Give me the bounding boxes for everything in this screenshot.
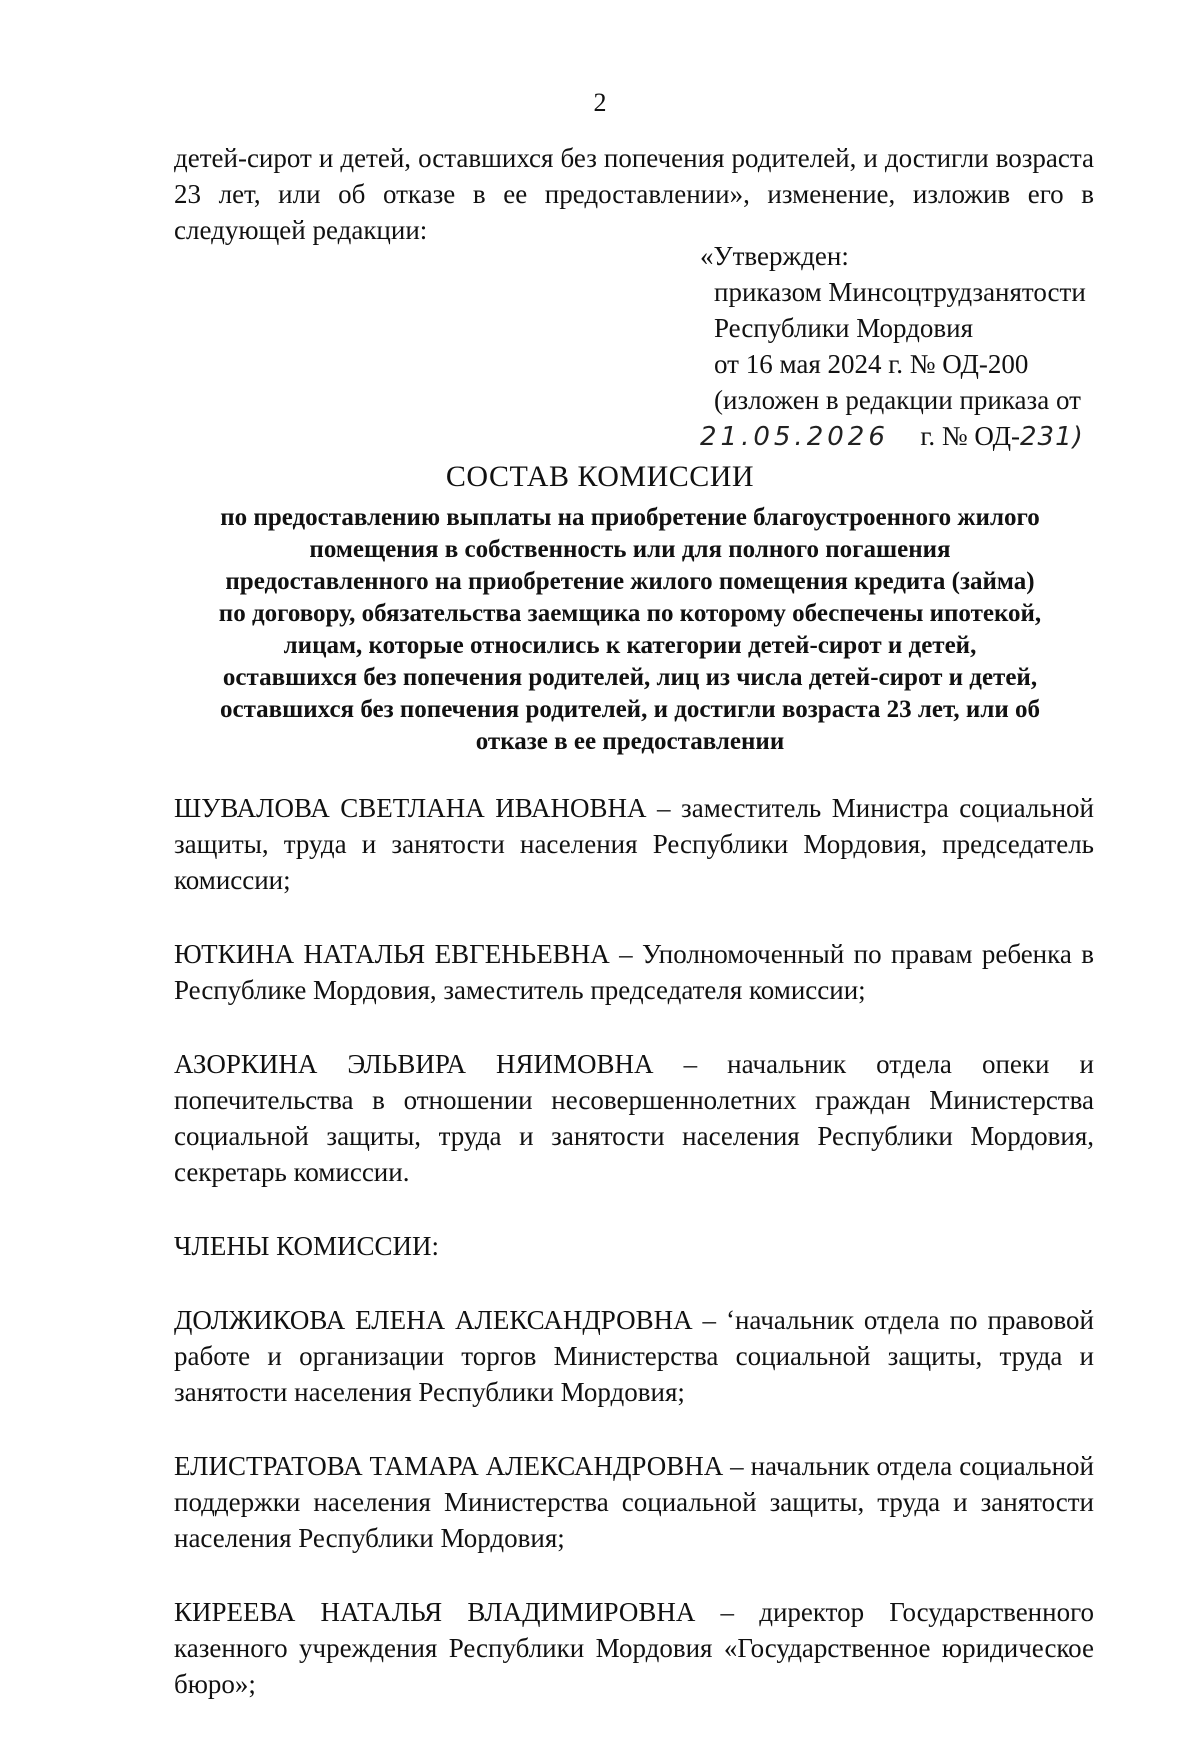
subtitle-line: лицам, которые относились к категории детей-сирот и детей, <box>283 632 977 659</box>
subtitle-line: помещения в собственность или для полного погашения <box>309 536 951 563</box>
intro-paragraph: детей-сирот и детей, оставшихся без попечения родителей, и достигли возраста 23 лет, или об отказе в ее предоставлении», изменение, изложив его в следующей редакции: <box>174 143 1094 245</box>
approval-handwritten-line <box>700 418 1120 455</box>
commission-subtitle <box>150 502 1110 758</box>
handwritten-date: 21.05.2026 <box>700 422 889 452</box>
subtitle-line: по предоставлению выплаты на приобретение благоустроенного жилого <box>220 504 1040 531</box>
commission-title: СОСТАВ КОМИССИИ <box>445 460 755 493</box>
approval-order-line: приказом Минсоцтрудзанятости <box>714 277 1086 307</box>
commission-composition <box>174 790 1094 1740</box>
approval-republic-line: Республики Мордовия <box>714 313 974 343</box>
commission-deputy-chair: ЮТКИНА НАТАЛЬЯ ЕВГЕНЬЕВНА – Уполномоченный по правам ребенка в Республике Мордовия, заместитель председателя комиссии; <box>174 939 1094 1005</box>
subtitle-line: отказе в ее предоставлении <box>475 728 785 755</box>
commission-member: ДОЛЖИКОВА ЕЛЕНА АЛЕКСАНДРОВНА – ‘начальник отдела по правовой работе и организации торгов Министерства социальной защиты, труда и занятости населения Республики Мордовия; <box>174 1305 1094 1407</box>
commission-chair: ШУВАЛОВА СВЕТЛАНА ИВАНОВНА – заместитель Министра социальной защиты, труда и занятости населения Республики Мордовия, председатель комиссии; <box>174 793 1094 895</box>
approval-stamp-block <box>700 238 1120 455</box>
approval-heading: «Утвержден: <box>700 241 849 271</box>
commission-member: КИРЕЕВА НАТАЛЬЯ ВЛАДИМИРОВНА – директор Государственного казенного учреждения Республики Мордовия «Государственное юридическое бюро»; <box>174 1597 1094 1699</box>
approval-date-line: от 16 мая 2024 г. № ОД-200 <box>714 349 1029 379</box>
commission-secretary: АЗОРКИНА ЭЛЬВИРА НЯИМОВНА – начальник отдела опеки и попечительства в отношении несовершеннолетних граждан Министерства социальной защиты, труда и занятости населения Республики Мордовия, секретарь комиссии. <box>174 1049 1094 1187</box>
members-heading: ЧЛЕНЫ КОМИССИИ: <box>174 1231 440 1261</box>
approval-revision-line: (изложен в редакции приказа от <box>714 385 1081 415</box>
order-number-prefix: г. № ОД- <box>920 421 1020 451</box>
subtitle-line: оставшихся без попечения родителей, лиц из числа детей-сирот и детей, <box>222 664 1038 691</box>
subtitle-line: по договору, обязательства заемщика по которому обеспечены ипотекой, <box>218 600 1042 627</box>
page-number: 2 <box>593 88 607 117</box>
handwritten-order-number: 231) <box>1019 422 1084 452</box>
subtitle-line: оставшихся без попечения родителей, и достигли возраста 23 лет, или об <box>219 696 1041 723</box>
commission-member: ЕЛИСТРАТОВА ТАМАРА АЛЕКСАНДРОВНА – начальник отдела социальной поддержки населения Министерства социальной защиты, труда и занятости населения Республики Мордовия; <box>174 1451 1094 1553</box>
subtitle-line: предоставленного на приобретение жилого помещения кредита (займа) <box>225 568 1035 595</box>
